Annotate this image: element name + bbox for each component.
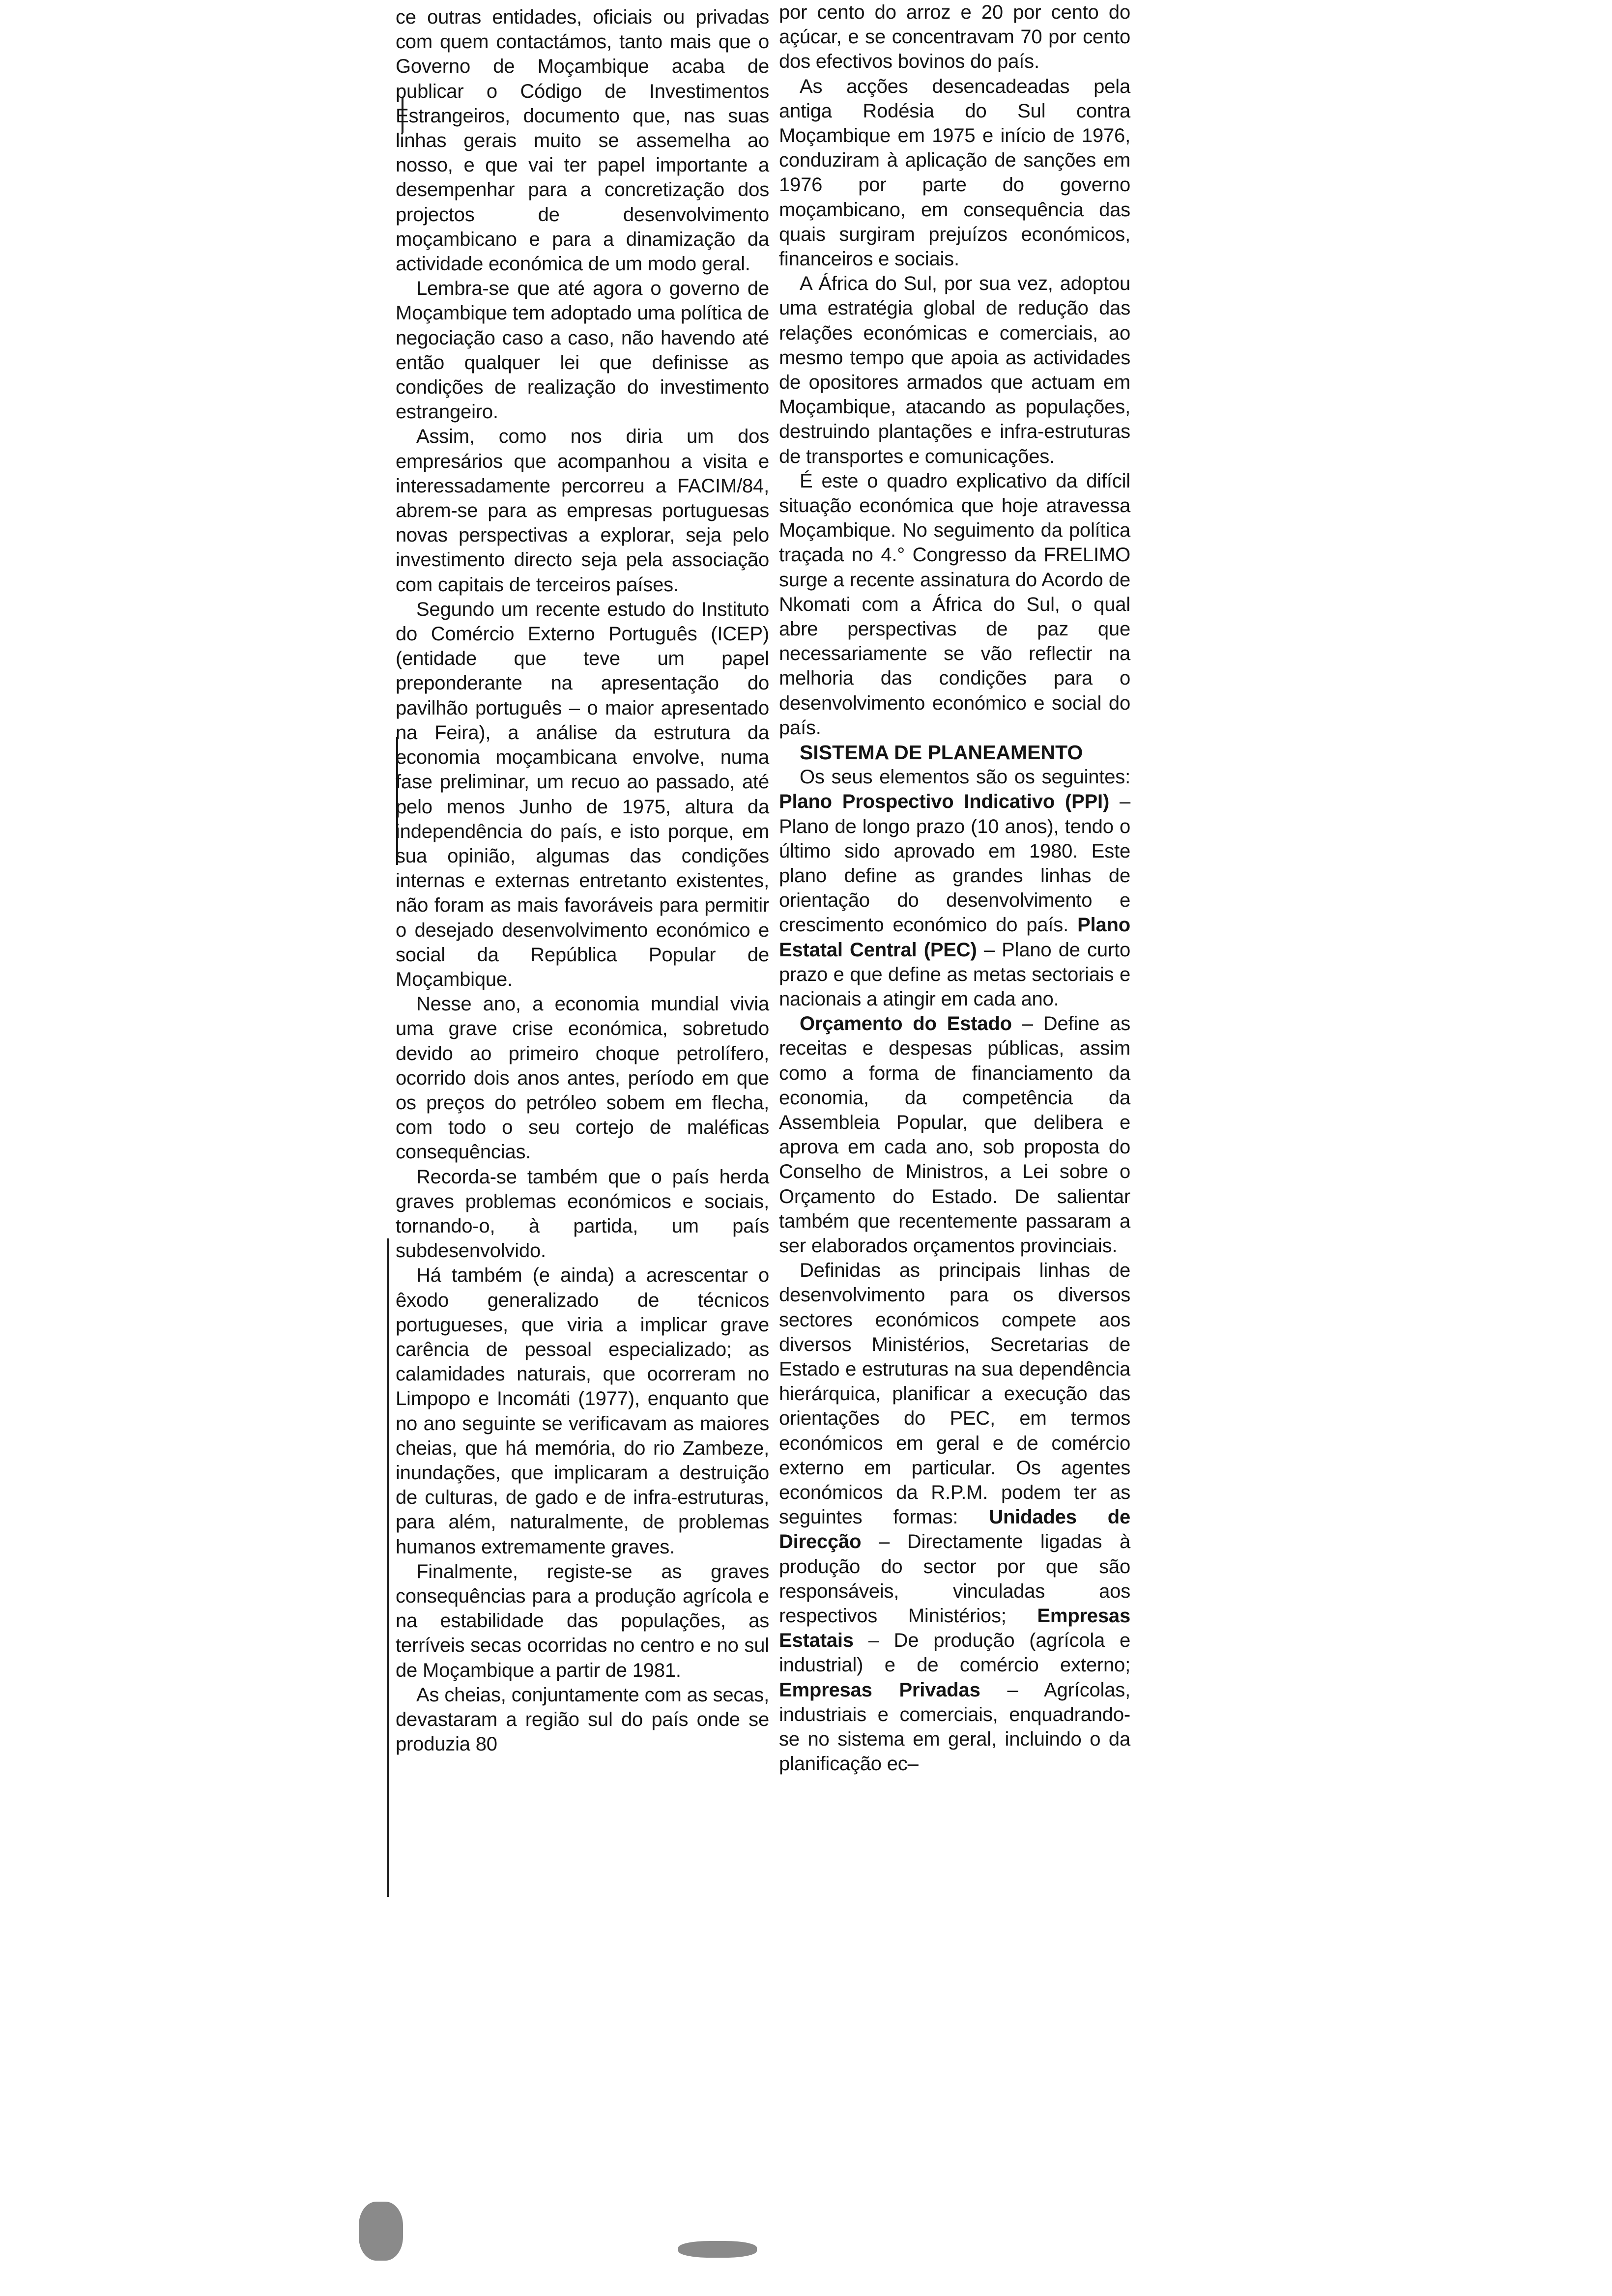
paragraph: ce outras entidades, oficiais ou privadas com quem contactámos, tanto mais que o Governo de Moçambique acaba de publicar o Código de Investimentos Estrangeiros, documento que, nas suas linhas gerais muito se assemelha ao nosso, e que vai ter papel importante a desempenhar para a concretização dos projectos de desenvolvimento moçambicano e para a dinamização da actividade económica de um modo geral. — [396, 6, 769, 275]
paragraph — [779, 765, 1130, 1011]
paragraph: Segundo um recente estudo do Instituto do Comércio Externo Português (ICEP) (entidade que teve um papel preponderante na apresentação do pavilhão português – o maior apresentado na Feira), a análise da estrutura da economia moçambicana envolve, numa fase preliminar, um recuo ao passado, até pelo menos Junho de 1975, altura da independência do país, e isto porque, em sua opinião, algumas das condições internas e externas entretanto existentes, não foram as mais favoráveis para permitir o desejado desenvolvimento económico e social da República Popular de Moçambique. — [396, 598, 769, 990]
paragraph: Nesse ano, a economia mundial vivia uma grave crise económica, sobretudo devido ao primeiro choque petrolífero, ocorrido dois anos antes, período em que os preços do petróleo sobem em flecha, com todo o seu cortejo de maléficas consequências. — [396, 993, 769, 1163]
article-right-column — [779, 0, 1130, 1776]
bold-term: Empresas Privadas — [779, 1679, 980, 1701]
paragraph — [779, 1011, 1130, 1258]
text-run: – Plano de curto prazo e que define as metas sectoriais e nacionais a atingir em cada ano. — [779, 939, 1130, 1010]
bold-term: Unidades de Direcção — [779, 1506, 1130, 1553]
paragraph: por cento do arroz e 20 por cento do açúcar, e se concentravam 70 por cento dos efectivos bovinos do país. — [779, 1, 1130, 73]
bold-term: Plano Prospectivo Indicativo (PPI) — [779, 791, 1110, 813]
paragraph — [779, 1258, 1130, 1776]
text-run: – Define as receitas e despesas públicas, assim como a forma de financiamento da economia, da competência da Assembleia Popular, que delibera e aprova em cada ano, sob proposta do Conselho de Ministros, a Lei sobre o Orçamento do Estado. De salientar também que recentemente passaram a ser elaborados orçamentos provinciais. — [779, 1013, 1130, 1257]
paragraph: Assim, como nos diria um dos empresários que acompanhou a visita e interessadamente percorreu a FACIM/84, abrem-se para as empresas portuguesas novas perspectivas a explorar, seja pelo investimento directo seja pela associação com capitais de terceiros países. — [396, 426, 769, 596]
paragraph: As acções desencadeadas pela antiga Rodésia do Sul contra Moçambique em 1975 e início de 1976, conduziram à aplicação de sanções em 1976 por parte do governo moçambicano, em consequência das quais surgiram prejuízos económicos, financeiros e sociais. — [779, 75, 1130, 270]
bold-term: Plano Estatal Central (PEC) — [779, 914, 1130, 961]
scan-smudge-left — [359, 2202, 403, 2261]
paragraph: Recorda-se também que o país herda graves problemas económicos e sociais, tornando-o, à partida, um país subdesenvolvido. — [396, 1166, 769, 1262]
text-run: Os seus elementos são os seguintes: — [800, 766, 1130, 788]
paragraph: Finalmente, registe-se as graves consequências para a produção agrícola e na estabilidade das populações, as terríveis secas ocorridas no centro e no sul de Moçambique a partir de 1981. — [396, 1560, 769, 1681]
bold-term: Empresas Estatais — [779, 1605, 1130, 1652]
text-run: Definidas as principais linhas de desenvolvimento para os diversos sectores económicos compete aos diversos Ministérios, Secretarias de Estado e estruturas na sua dependência hierárquica, planificar a execução das orientações do PEC, em termos económicos em geral e de comércio externo em particular. Os agentes económicos da R.P.M. podem ter as seguintes formas: — [779, 1260, 1130, 1528]
section-heading: SISTEMA DE PLANEAMENTO — [800, 741, 1083, 764]
text-run: – De produção (agrícola e industrial) e de comércio externo; — [779, 1630, 1130, 1676]
scan-smudge-bottom — [678, 2241, 757, 2258]
text-run: – Agrícolas, industriais e comerciais, enquadrando-se no sistema em geral, incluindo o da planificação ec– — [779, 1679, 1130, 1775]
text-run: – Plano de longo prazo (10 anos), tendo o último sido aprovado em 1980. Este plano define as grandes linhas de orientação do desenvolvimento e crescimento económico do país. — [779, 791, 1130, 936]
bold-term: Orçamento do Estado — [800, 1013, 1012, 1035]
paragraph: As cheias, conjuntamente com as secas, devastaram a região sul do país onde se produzia 80 — [396, 1684, 769, 1755]
paragraph: Lembra-se que até agora o governo de Moçambique tem adoptado uma política de negociação caso a caso, não havendo até então qualquer lei que definisse as condições de realização do investimento estrangeiro. — [396, 278, 769, 423]
paragraph: A África do Sul, por sua vez, adoptou uma estratégia global de redução das relações económicas e comerciais, ao mesmo tempo que apoia as actividades de opositores armados que actuam em Moçambique, atacando as populações, destruindo plantações e infra-estruturas de transportes e comunicações. — [779, 273, 1130, 467]
text-run: – Directamente ligadas à produção do sector por que são responsáveis, vinculadas aos respectivos Ministérios; — [779, 1531, 1130, 1627]
article-left-column — [396, 5, 769, 1756]
paragraph: É este o quadro explicativo da difícil situação económica que hoje atravessa Moçambique. No seguimento da política traçada no 4.° Congresso da FRELIMO surge a recente assinatura do Acordo de Nkomati com a África do Sul, o qual abre perspectivas de paz que necessariamente se vão reflectir na melhoria das condições para o desenvolvimento económico e social do país. — [779, 470, 1130, 739]
paragraph: Há também (e ainda) a acrescentar o êxodo generalizado de técnicos portugueses, que viria a implicar grave carência de pessoal especializado; as calamidades naturais, que ocorreram no Limpopo e Incomáti (1977), enquanto que no ano seguinte se verificavam as maiores cheias, que há memória, do rio Zambeze, inundações, que implicaram a destruição de culturas, de gado e de infra-estruturas, para além, naturalmente, de problemas humanos extremamente graves. — [396, 1264, 769, 1558]
margin-mark-lower — [387, 1238, 389, 1897]
